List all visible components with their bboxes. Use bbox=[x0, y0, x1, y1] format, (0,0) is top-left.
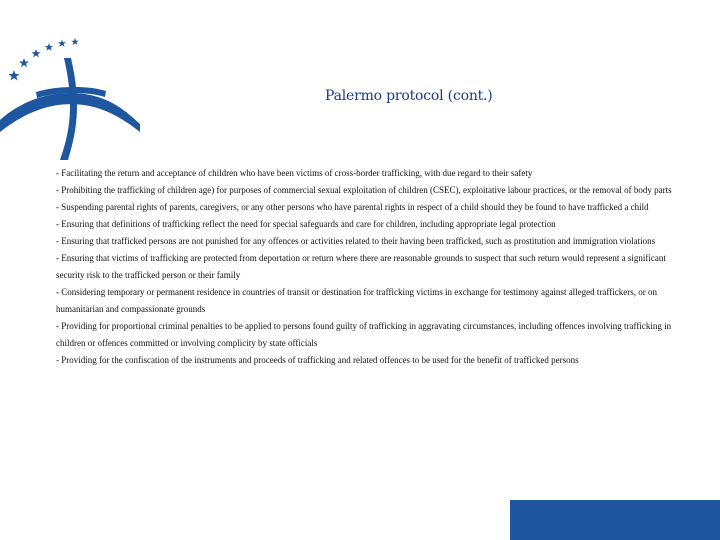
bullet-item: - Providing for proportional criminal penalties to be applied to persons found guilty of trafficking in aggravating circumstances, including offences involving trafficking in children or offences committed or involving complicity by state officials bbox=[56, 321, 672, 348]
bullet-item: - Ensuring that trafficked persons are not punished for any offences or activities related to their having been trafficked, such as prostitution and immigration violations bbox=[56, 236, 656, 246]
bullet-item: - Considering temporary or permanent residence in countries of transit or destination for trafficking victims in exchange for testimony against alleged traffickers, or on humanitarian and compassionate grounds bbox=[56, 287, 657, 314]
bullet-item: - Prohibiting the trafficking of children age) for purposes of commercial sexual exploitation of children (CSEC), exploitative labour practices, or the removal of body parts bbox=[56, 185, 672, 195]
slide-title: Palermo protocol (cont.) bbox=[325, 88, 493, 104]
bullet-item: - Suspending parental rights of parents, caregivers, or any other persons who have parental rights in respect of a child should they be found to have trafficked a child bbox=[56, 202, 649, 212]
bullet-item: - Ensuring that victims of trafficking are protected from deportation or return where there are reasonable grounds to suspect that such return would represent a significant security risk to the trafficked person or their family bbox=[56, 253, 666, 280]
slide-body bbox=[56, 165, 686, 369]
corner-accent-block bbox=[510, 500, 720, 540]
cross-ribbon-stars-logo-icon bbox=[0, 28, 140, 168]
bullet-item: - Ensuring that definitions of trafficking reflect the need for special safeguards and care for children, including appropriate legal protection bbox=[56, 219, 556, 229]
bullet-item: - Providing for the confiscation of the instruments and proceeds of trafficking and related offences to be used for the benefit of trafficked persons bbox=[56, 355, 579, 365]
bullet-item: - Facilitating the return and acceptance of children who have been victims of cross-border trafficking, with due regard to their safety bbox=[56, 168, 533, 178]
